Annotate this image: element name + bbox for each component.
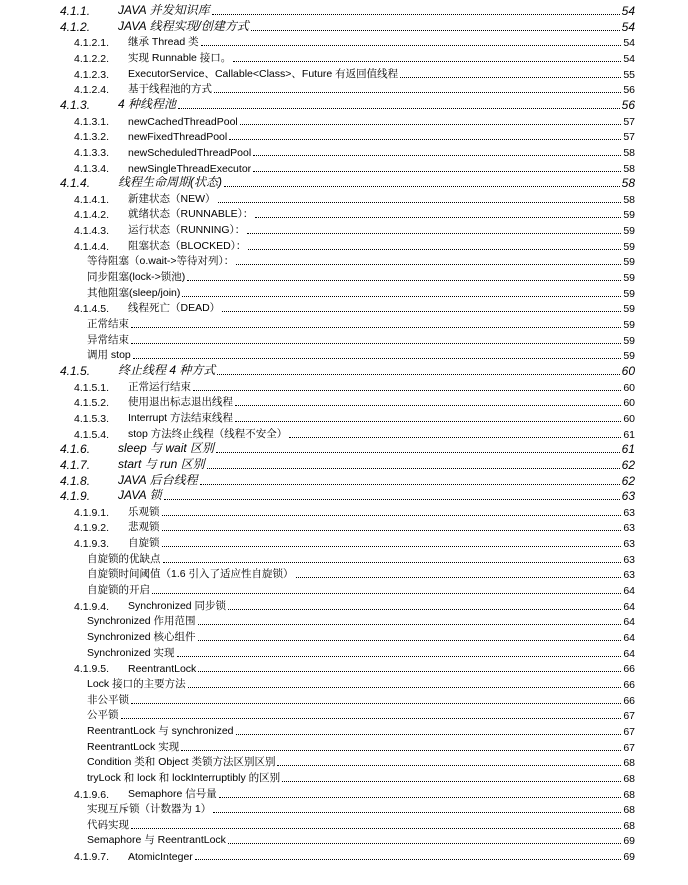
toc-entry[interactable]	[60, 127, 635, 143]
toc-entry-number: 4.1.9.3.	[74, 538, 110, 551]
toc-entry-title: Condition 类和 Object 类锁方法区别区别	[87, 756, 276, 769]
toc-entry-title: 异常结束	[87, 333, 129, 346]
toc-entry-title: Synchronized 同步锁	[128, 599, 227, 612]
toc-entry-title: newSingleThreadExecutor	[128, 162, 252, 175]
toc-dot-leader	[296, 576, 622, 578]
toc-dot-leader	[193, 389, 621, 391]
toc-entry-page: 66	[623, 694, 635, 707]
toc-entry-page: 61	[623, 428, 635, 441]
toc-entry-page: 59	[623, 350, 635, 363]
toc-entry[interactable]	[60, 565, 635, 581]
toc-entry[interactable]	[60, 96, 635, 112]
toc-entry-page: 68	[623, 788, 635, 801]
toc-entry[interactable]	[60, 143, 635, 159]
toc-dot-leader	[188, 686, 622, 688]
toc-entry-title: 自旋锁的优缺点	[87, 552, 161, 565]
toc-entry[interactable]	[60, 237, 635, 253]
toc-entry-page: 54	[623, 52, 635, 65]
toc-dot-leader	[198, 639, 622, 641]
toc-dot-leader	[212, 13, 620, 15]
toc-entry-number: 4.1.9.6.	[74, 788, 110, 801]
toc-entry[interactable]	[60, 581, 635, 597]
toc-entry[interactable]	[60, 33, 635, 49]
toc-entry-page: 59	[623, 256, 635, 269]
toc-entry-page: 64	[623, 600, 635, 613]
toc-entry[interactable]	[60, 816, 635, 832]
toc-dot-leader	[131, 342, 621, 344]
toc-entry-page: 57	[623, 131, 635, 144]
toc-dot-leader	[400, 76, 621, 78]
toc-entry-page: 68	[623, 772, 635, 785]
toc-entry[interactable]	[60, 597, 635, 613]
toc-entry-title: JAVA 并发知识库	[118, 3, 210, 17]
toc-entry-page: 68	[623, 819, 635, 832]
toc-entry-page: 59	[623, 319, 635, 331]
toc-dot-leader	[236, 733, 622, 735]
toc-entry[interactable]	[60, 659, 635, 675]
toc-dot-leader	[235, 404, 621, 406]
toc-dot-leader	[164, 498, 620, 500]
toc-entry[interactable]	[60, 159, 635, 175]
toc-entry[interactable]	[60, 425, 635, 441]
toc-entry-title: 就绪状态（RUNNABLE）：	[128, 208, 254, 221]
toc-entry-page: 69	[623, 835, 635, 848]
toc-entry-number: 4.1.5.1.	[74, 381, 110, 394]
toc-entry-number: 4.1.4.4.	[74, 240, 110, 253]
toc-entry[interactable]	[60, 65, 635, 81]
toc-dot-leader	[162, 514, 622, 516]
toc-entry-page: 63	[621, 489, 635, 504]
toc-entry-title: Synchronized 核心组件	[87, 631, 196, 643]
toc-entry-number: 4.1.9.2.	[74, 522, 110, 535]
toc-dot-leader	[216, 451, 620, 453]
toc-entry-title: AtomicInteger	[128, 851, 193, 864]
toc-entry[interactable]	[60, 440, 635, 456]
toc-entry-title: 实现互斥锁（计数器为 1）	[87, 803, 212, 816]
toc-entry-page: 68	[623, 804, 635, 817]
toc-entry[interactable]	[60, 221, 635, 237]
toc-dot-leader	[131, 326, 621, 328]
toc-entry-page: 63	[623, 506, 635, 519]
toc-entry-number: 4.1.4.2.	[74, 209, 110, 222]
toc-entry[interactable]	[60, 456, 635, 472]
toc-dot-leader	[233, 60, 621, 62]
toc-entry-title: 等待阻塞（o.wait->等待对列）：	[87, 255, 235, 268]
toc-entry[interactable]	[60, 18, 635, 34]
toc-entry-page: 63	[623, 538, 635, 551]
toc-entry-page: 56	[621, 97, 635, 112]
toc-entry-title: Semaphore 与 ReentrantLock	[87, 834, 226, 847]
toc-entry-number: 4.1.1.	[60, 4, 91, 18]
toc-dot-leader	[133, 357, 622, 359]
toc-entry-page: 56	[623, 84, 635, 97]
toc-entry-number: 4.1.3.2.	[74, 131, 110, 144]
toc-dot-leader	[163, 561, 622, 563]
toc-dot-leader	[214, 91, 621, 93]
toc-entry[interactable]	[60, 644, 635, 660]
toc-dot-leader	[198, 623, 622, 625]
toc-entry[interactable]	[60, 706, 635, 722]
toc-entry[interactable]	[60, 753, 635, 769]
toc-entry-title: 终止线程 4 种方式	[118, 362, 216, 377]
toc-dot-leader	[195, 858, 622, 860]
toc-entry[interactable]	[60, 205, 635, 221]
toc-dot-leader	[289, 436, 621, 438]
toc-entry-title: 自旋锁	[128, 537, 160, 550]
toc-entry-page: 64	[623, 616, 635, 629]
toc-entry-title: Synchronized 实现	[87, 646, 175, 659]
toc-dot-leader	[152, 592, 621, 594]
toc-dot-leader	[162, 545, 622, 547]
toc-entry-number: 4.1.5.3.	[74, 412, 110, 425]
toc-entry-number: 4.1.9.5.	[74, 663, 110, 676]
toc-entry-page: 60	[623, 381, 635, 394]
toc-entry[interactable]	[60, 174, 635, 190]
toc-entry-number: 4.1.3.	[60, 97, 91, 112]
toc-entry-number: 4.1.4.1.	[74, 193, 110, 206]
toc-dot-leader	[213, 811, 621, 813]
toc-dot-leader	[240, 123, 622, 125]
toc-entry[interactable]	[60, 487, 635, 503]
toc-entry[interactable]	[60, 409, 635, 425]
toc-entry[interactable]	[60, 112, 635, 128]
toc-entry[interactable]	[60, 331, 635, 347]
toc-dot-leader	[251, 29, 620, 31]
toc-dot-leader	[253, 154, 621, 156]
toc-dot-leader	[228, 608, 621, 610]
toc-entry-number: 4.1.8.	[60, 473, 91, 488]
toc-entry-title: Semaphore 信号量	[128, 787, 217, 800]
toc-entry[interactable]	[60, 393, 635, 409]
toc-entry[interactable]	[60, 268, 635, 284]
toc-entry-page: 66	[623, 678, 635, 691]
toc-entry-number: 4.1.3.3.	[74, 146, 110, 159]
toc-entry-title: ExecutorService、Callable<Class>、Future 有返回值线程	[128, 67, 399, 80]
toc-entry[interactable]	[60, 612, 635, 628]
toc-entry[interactable]	[60, 190, 635, 206]
toc-entry-number: 4.1.6.	[60, 442, 91, 457]
toc-entry-page: 60	[621, 363, 635, 378]
toc-entry-number: 4.1.4.	[60, 176, 91, 191]
toc-dot-leader	[218, 201, 622, 203]
toc-entry-number: 4.1.3.4.	[74, 162, 110, 175]
toc-entry-page: 62	[621, 457, 635, 472]
toc-entry-title: 其他阻塞(sleep/join)	[87, 286, 181, 299]
toc-entry-page: 58	[621, 176, 635, 191]
toc-entry-number: 4.1.9.	[60, 489, 91, 504]
toc-entry-page: 67	[623, 725, 635, 738]
toc-dot-leader	[219, 796, 622, 798]
toc-entry-title: JAVA 后台线程	[118, 472, 198, 487]
toc-entry-title: 继承 Thread 类	[128, 36, 199, 49]
toc-entry-title: 公平锁	[87, 709, 119, 722]
toc-entry[interactable]	[60, 831, 635, 847]
toc-dot-leader	[131, 702, 621, 704]
toc-entry-page: 58	[623, 193, 635, 206]
toc-entry[interactable]	[60, 518, 635, 534]
toc-entry-number: 4.1.5.4.	[74, 428, 110, 441]
toc-dot-leader	[187, 279, 621, 281]
toc-entry[interactable]	[60, 785, 635, 801]
toc-entry-page: 54	[621, 19, 635, 34]
toc-entry-page: 54	[621, 4, 635, 18]
toc-dot-leader	[222, 310, 621, 312]
toc-entry-number: 4.1.2.3.	[74, 68, 110, 81]
toc-entry-number: 4.1.3.1.	[74, 115, 110, 128]
toc-entry-title: 实现 Runnable 接口。	[128, 51, 232, 64]
toc-entry-page: 62	[621, 473, 635, 488]
toc-entry-title: ReentrantLock 实现	[87, 740, 180, 753]
toc-entry-page: 55	[623, 68, 635, 81]
toc-dot-leader	[178, 107, 620, 109]
toc-entry-title: 基于线程池的方式	[128, 83, 212, 96]
toc-entry[interactable]	[60, 691, 635, 707]
toc-dot-leader	[217, 373, 619, 375]
toc-entry-number: 4.1.2.	[60, 19, 91, 34]
toc-entry-title: 悲观锁	[128, 521, 160, 534]
toc-entry-page: 67	[623, 741, 635, 754]
toc-entry[interactable]	[60, 675, 635, 691]
toc-entry-title: 乐观锁	[128, 505, 160, 518]
toc-entry[interactable]	[60, 252, 635, 268]
toc-entry[interactable]	[60, 503, 635, 519]
toc-entry-title: tryLock 和 lock 和 lockInterruptibly 的区别	[87, 771, 281, 784]
toc-entry-page: 64	[623, 647, 635, 660]
toc-entry[interactable]	[60, 722, 635, 738]
toc-entry-title: 调用 stop	[87, 349, 131, 362]
toc-entry-number: 4.1.5.2.	[74, 397, 110, 410]
toc-entry-title: 使用退出标志退出线程	[128, 396, 233, 409]
toc-entry[interactable]	[60, 550, 635, 566]
toc-entry-page: 59	[623, 209, 635, 222]
toc-entry[interactable]	[60, 472, 635, 488]
toc-entry[interactable]	[60, 284, 635, 300]
toc-entry[interactable]	[60, 49, 635, 65]
toc-entry[interactable]	[60, 628, 635, 644]
toc-entry-number: 4.1.7.	[60, 457, 91, 472]
toc-dot-leader	[253, 170, 621, 172]
toc-entry[interactable]	[60, 769, 635, 785]
toc-dot-leader	[277, 764, 621, 766]
toc-dot-leader	[162, 529, 622, 531]
toc-entry-number: 4.1.2.2.	[74, 52, 110, 65]
toc-dot-leader	[235, 420, 621, 422]
toc-dot-leader	[282, 780, 621, 782]
toc-entry-title: 自旋锁的开启	[87, 584, 150, 597]
toc-entry-number: 4.1.9.1.	[74, 506, 110, 519]
toc-entry-number: 4.1.4.3.	[74, 225, 110, 238]
toc-entry-number: 4.1.9.7.	[74, 851, 110, 864]
toc-entry-title: 运行状态（RUNNING）：	[128, 224, 246, 237]
toc-entry-page: 61	[621, 442, 635, 457]
toc-entry-title: Lock 接口的主要方法	[87, 677, 186, 690]
toc-entry[interactable]	[60, 738, 635, 754]
toc-entry-page: 59	[623, 225, 635, 238]
toc-entry-title: sleep 与 wait 区别	[118, 441, 215, 456]
toc-entry[interactable]	[60, 299, 635, 315]
toc-entry-page: 60	[623, 412, 635, 425]
toc-dot-leader	[247, 232, 621, 234]
toc-entry-title: start 与 run 区别	[118, 456, 205, 471]
toc-entry-page: 66	[623, 663, 635, 676]
toc-dot-leader	[248, 248, 621, 250]
toc-entry-title: ReentrantLock 与 synchronized	[87, 724, 234, 737]
toc-entry-title: newFixedThreadPool	[128, 131, 228, 144]
toc-entry-title: 线程生命周期(状态)	[118, 175, 222, 190]
toc-dot-leader	[207, 467, 620, 469]
toc-entry-page: 59	[623, 303, 635, 316]
toc-dot-leader	[229, 138, 621, 140]
toc-entry[interactable]	[60, 847, 635, 863]
toc-entry-page: 67	[623, 710, 635, 723]
toc-entry-page: 59	[623, 287, 635, 300]
toc-entry-number: 4.1.2.1.	[74, 37, 110, 50]
toc-dot-leader	[182, 295, 621, 297]
toc-entry-title: JAVA 线程实现/创建方式	[118, 18, 249, 33]
toc-entry-page: 60	[623, 397, 635, 410]
toc-entry-page: 68	[623, 757, 635, 770]
toc-dot-leader	[131, 827, 621, 829]
toc-entry-number: 4.1.5.	[60, 363, 91, 378]
toc-entry-title: ReentrantLock	[128, 663, 197, 676]
toc-entry-title: 非公平锁	[87, 693, 129, 706]
toc-dot-leader	[177, 655, 622, 657]
toc-entry-number: 4.1.9.4.	[74, 600, 110, 613]
toc-entry[interactable]	[60, 378, 635, 394]
toc-entry-page: 64	[623, 585, 635, 598]
toc-dot-leader	[200, 483, 620, 485]
toc-entry-title: newScheduledThreadPool	[128, 146, 252, 159]
toc-entry-page: 63	[623, 522, 635, 535]
toc-dot-leader	[236, 263, 621, 265]
toc-entry-title: 同步阻塞(lock->锁池)	[87, 271, 186, 284]
toc-entry-title: 正常运行结束	[128, 380, 191, 393]
toc-entry-title: 代码实现	[87, 818, 129, 831]
toc-entry-title: newCachedThreadPool	[128, 115, 238, 128]
toc-entry-number: 4.1.2.4.	[74, 84, 110, 97]
toc-entry[interactable]	[60, 315, 635, 331]
toc-entry-title: JAVA 锁	[118, 488, 162, 503]
toc-entry-title: 4 种线程池	[118, 96, 177, 111]
toc-entry[interactable]	[60, 362, 635, 378]
toc-dot-leader	[198, 670, 621, 672]
toc-entry-title: Interrupt 方法结束线程	[128, 411, 234, 424]
toc-entry-page: 58	[623, 162, 635, 175]
toc-entry-page: 54	[623, 37, 635, 50]
toc-entry-title: 新建状态（NEW）	[128, 192, 216, 205]
toc-entry-title: 阻塞状态（BLOCKED）：	[128, 239, 247, 252]
toc-entry[interactable]	[60, 800, 635, 816]
toc-entry-page: 58	[623, 146, 635, 159]
toc-dot-leader	[201, 44, 622, 46]
toc-entry-page: 59	[623, 334, 635, 347]
toc-entry-page: 64	[623, 632, 635, 644]
toc-entry-title: Synchronized 作用范围	[87, 615, 196, 628]
toc-entry-page: 63	[623, 553, 635, 566]
toc-entry-title: 自旋锁时间阈值（1.6 引入了适应性自旋锁）	[87, 568, 294, 581]
toc-entry[interactable]	[60, 80, 635, 96]
toc-entry-title: 正常结束	[87, 318, 129, 330]
toc-entry-page: 57	[623, 115, 635, 128]
toc-dot-leader	[255, 216, 621, 218]
toc-entry-page: 59	[623, 240, 635, 253]
toc-dot-leader	[181, 749, 621, 751]
toc-entry-title: stop 方法终止线程（线程不安全）	[128, 427, 288, 440]
toc-entry-number: 4.1.4.5.	[74, 303, 110, 316]
toc-entry[interactable]	[60, 2, 635, 18]
toc-dot-leader	[121, 717, 622, 719]
toc-entry-page: 59	[623, 272, 635, 285]
toc-entry-title: 线程死亡（DEAD）	[128, 302, 221, 315]
toc-dot-leader	[228, 842, 621, 844]
toc-entry-page: 69	[623, 851, 635, 864]
toc-entry[interactable]	[60, 534, 635, 550]
toc-dot-leader	[224, 185, 620, 187]
toc-entry-page: 63	[623, 569, 635, 582]
toc-entry[interactable]	[60, 346, 635, 362]
